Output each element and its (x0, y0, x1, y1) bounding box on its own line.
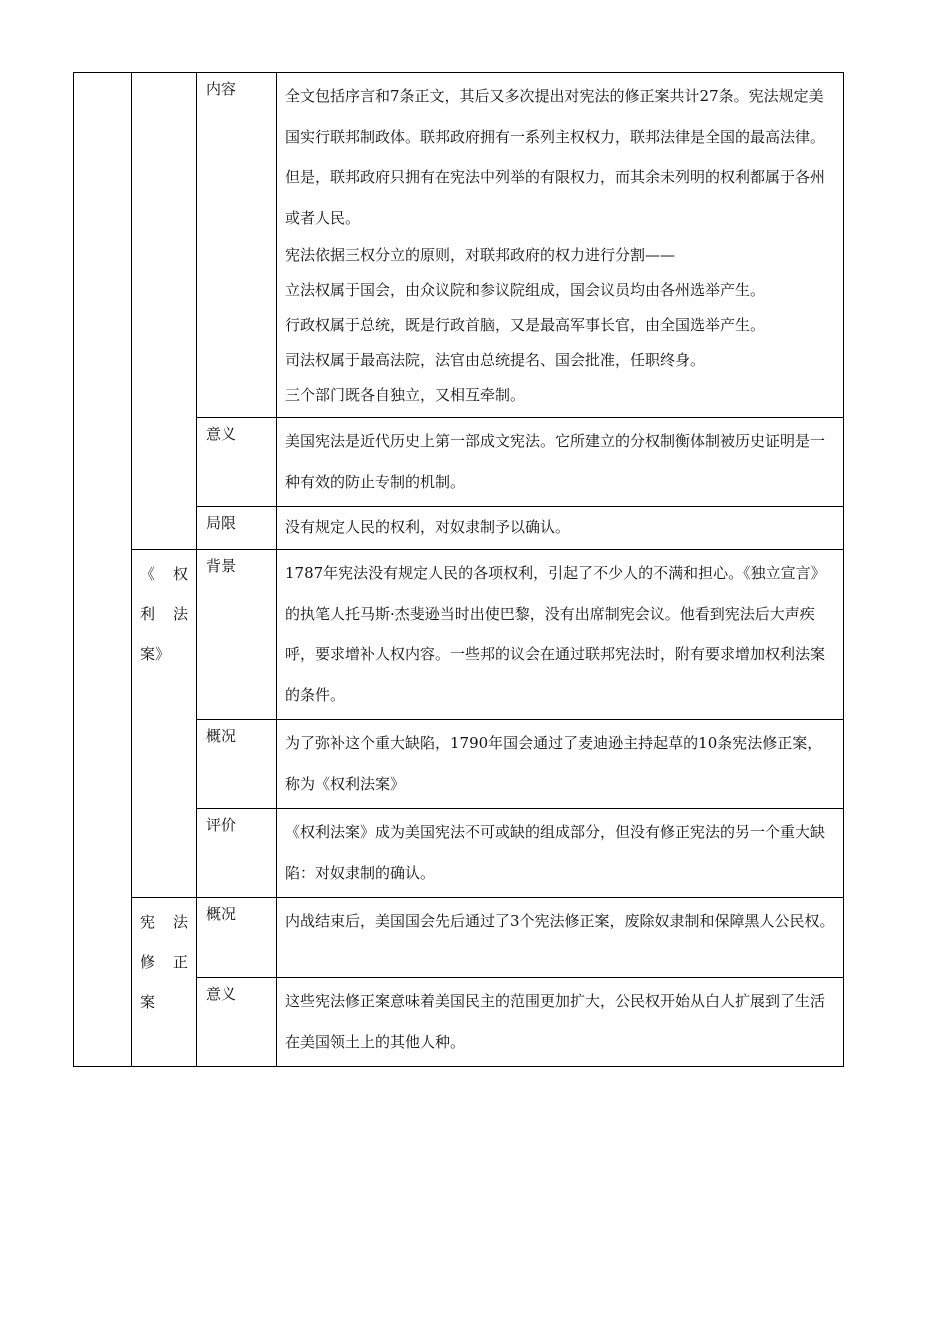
content-cell (277, 809, 844, 898)
content-paragraph: 为了弥补这个重大缺陷，1790年国会通过了麦迪逊主持起草的10条宪法修正案，称为《权利法案》 (285, 734, 823, 793)
section-title-line: 利 法 (140, 605, 188, 623)
content-paragraph: 司法权属于最高法院，法官由总统提名、国会批准，任职终身。 (285, 351, 706, 369)
row-label: 内容 (206, 80, 237, 98)
row-label-cell (197, 550, 277, 720)
row-label: 评价 (206, 816, 237, 834)
row-label: 概况 (206, 727, 237, 745)
content-cell (277, 507, 844, 550)
content-paragraph: 内战结束后，美国国会先后通过了3个宪法修正案，废除奴隶制和保障黑人公民权。 (285, 912, 835, 930)
content-cell (277, 418, 844, 507)
table-row (74, 550, 844, 720)
row-label-cell (197, 720, 277, 809)
content-cell (277, 978, 844, 1067)
document-table (73, 72, 844, 1067)
section-title-line: 宪 法 (140, 913, 188, 931)
content-paragraph: 宪法依据三权分立的原则，对联邦政府的权力进行分割—— (285, 246, 676, 264)
content-paragraph: 行政权属于总统，既是行政首脑，又是最高军事长官，由全国选举产生。 (285, 316, 766, 334)
row-label-cell (197, 978, 277, 1067)
content-paragraph: 这些宪法修正案意味着美国民主的范围更加扩大，公民权开始从白人扩展到了生活在美国领土上的其他人种。 (285, 992, 826, 1051)
content-paragraph: 没有规定人民的权利，对奴隶制予以确认。 (285, 518, 571, 536)
section-title-cell-constitution (132, 73, 197, 550)
table-row (74, 898, 844, 978)
row-label-cell (197, 898, 277, 978)
section-title-cell-amendments (132, 898, 197, 1067)
content-paragraph: 《权利法案》成为美国宪法不可或缺的组成部分，但没有修正宪法的另一个重大缺陷：对奴隶制的确认。 (285, 823, 826, 882)
content-paragraph: 立法权属于国会，由众议院和参议院组成，国会议员均由各州选举产生。 (285, 281, 766, 299)
content-cell (277, 720, 844, 809)
row-label: 局限 (206, 514, 237, 532)
content-cell (277, 898, 844, 978)
content-paragraph: 全文包括序言和7条正文，其后又多次提出对宪法的修正案共计27条。宪法规定美国实行联邦制政体。联邦政府拥有一系列主权权力，联邦法律是全国的最高法律。但是，联邦政府只拥有在宪法中列举的有限权力，而其余未列明的权利都属于各州或者人民。 (285, 87, 826, 227)
row-label-cell (197, 507, 277, 550)
content-paragraph: 三个部门既各自独立，又相互牵制。 (285, 386, 526, 404)
row-label-cell (197, 809, 277, 898)
content-cell (277, 550, 844, 720)
section-title-line: 修 正 (140, 953, 188, 971)
section-title-line: 案》 (140, 645, 171, 663)
table-row (74, 73, 844, 418)
row-label-cell (197, 418, 277, 507)
row-label: 背景 (206, 557, 237, 575)
content-cell (277, 73, 844, 418)
row-label-cell (197, 73, 277, 418)
row-label: 概况 (206, 905, 237, 923)
section-title-line: 案 (140, 993, 156, 1011)
content-paragraph: 美国宪法是近代历史上第一部成文宪法。它所建立的分权制衡体制被历史证明是一种有效的防止专制的机制。 (285, 432, 826, 491)
section-title-cell-bill-of-rights (132, 550, 197, 898)
outer-category-cell (74, 73, 132, 1067)
section-title-line: 《 权 (140, 565, 188, 583)
row-label: 意义 (206, 425, 237, 443)
row-label: 意义 (206, 985, 237, 1003)
content-paragraph: 1787年宪法没有规定人民的各项权利，引起了不少人的不满和担心。《独立宣言》的执笔人托马斯·杰斐逊当时出使巴黎，没有出席制宪会议。他看到宪法后大声疾呼，要求增补人权内容。一些邦的议会在通过联邦宪法时，附有要求增加权利法案的条件。 (285, 564, 826, 704)
